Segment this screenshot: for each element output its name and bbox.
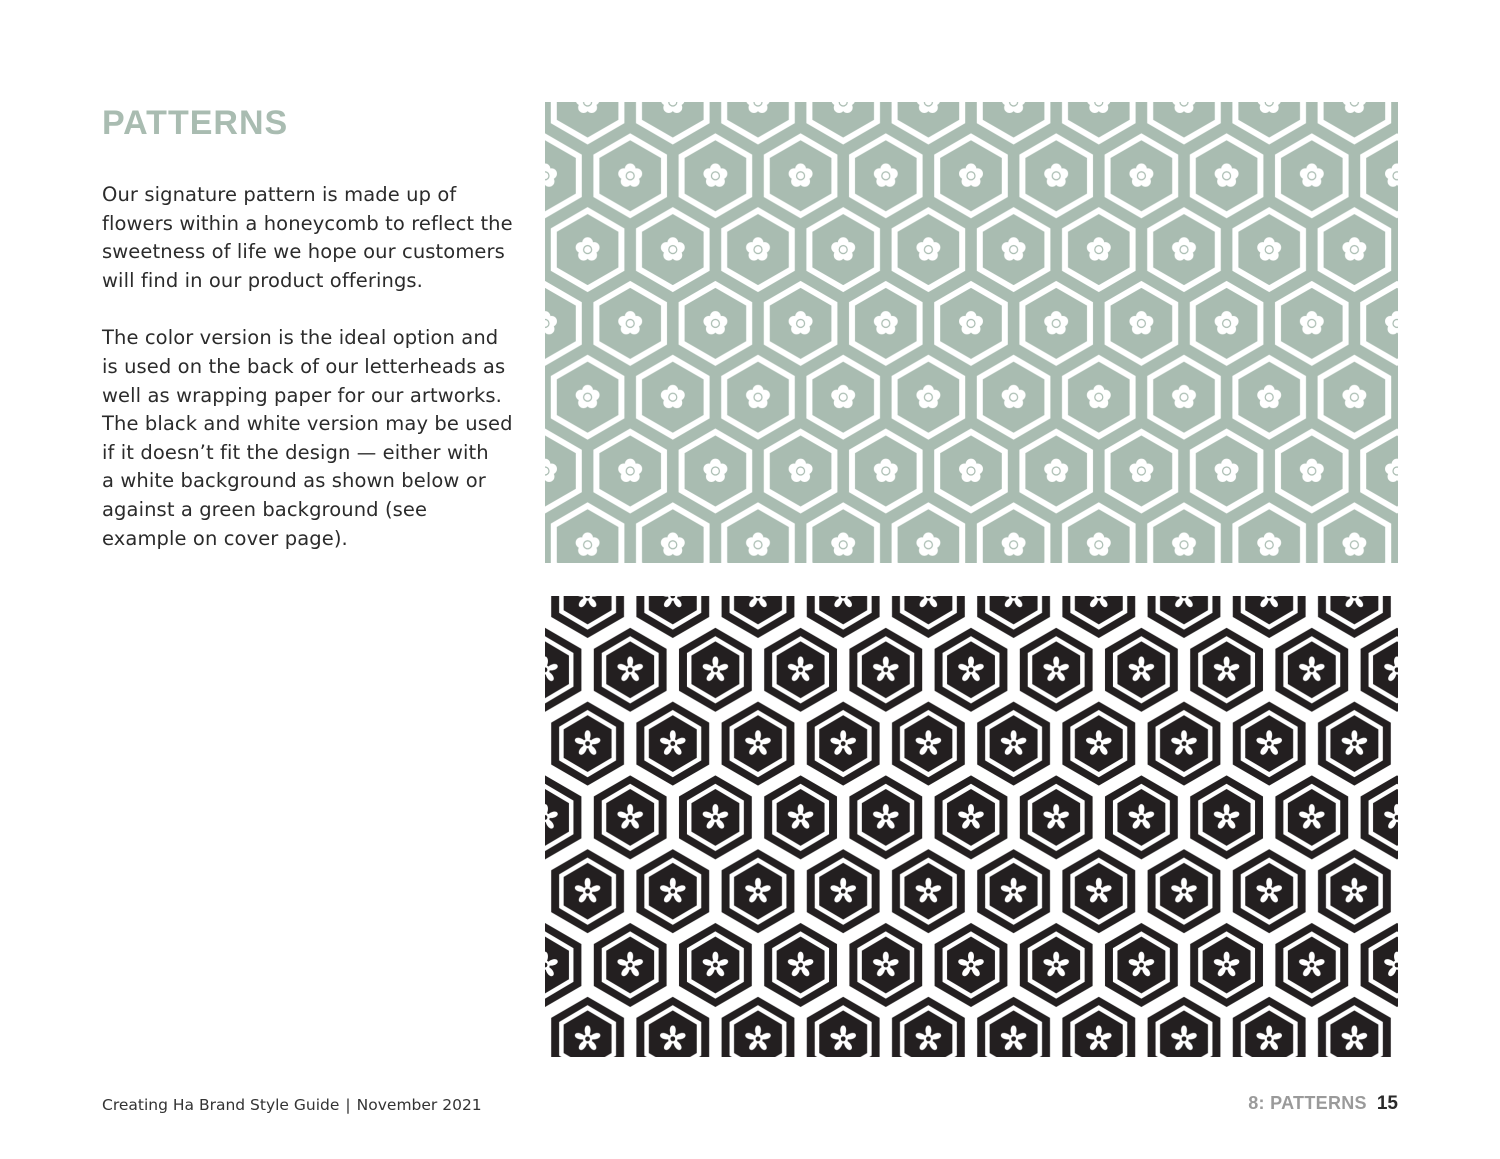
footer-document-info [102, 1096, 482, 1114]
text-line: a white background as shown below or [102, 469, 486, 493]
page-number: 15 [1376, 1093, 1398, 1114]
paragraph-signature-pattern [102, 181, 513, 295]
text-line: Our signature pattern is made up of [102, 183, 457, 206]
intro-text [102, 181, 513, 582]
text-line: flowers within a honeycomb to reflect the [102, 211, 513, 235]
black-white-pattern-fill [545, 596, 1398, 1057]
page-title: PATTERNS [102, 104, 289, 142]
black-white-pattern-swatch [545, 596, 1398, 1057]
footer-section-label: 8: PATTERNS [1248, 1093, 1367, 1113]
footer-separator: | [345, 1096, 351, 1114]
color-pattern-swatch [545, 102, 1398, 563]
footer-document-title: Creating Ha Brand Style Guide [102, 1096, 340, 1114]
text-line: The color version is the ideal option and [102, 326, 499, 350]
text-line: sweetness of life we hope our customers [102, 240, 505, 264]
text-line: example on cover page). [102, 526, 348, 550]
text-line: will find in our product offerings. [102, 268, 423, 292]
text-line: against a green background (see [102, 497, 428, 521]
black-white-pattern-graphic [545, 596, 1398, 1057]
text-line: is used on the back of our letterheads as [102, 354, 506, 378]
color-pattern-fill [545, 102, 1398, 563]
text-line: if it doesn’t fit the design — either with [102, 440, 489, 464]
text-line: The black and white version may be used [102, 412, 513, 436]
footer-page-info [1248, 1093, 1398, 1115]
color-pattern-graphic [545, 102, 1398, 563]
paragraph-color-version [102, 324, 513, 553]
footer-date: November 2021 [356, 1096, 482, 1114]
text-line: well as wrapping paper for our artworks. [102, 383, 502, 407]
